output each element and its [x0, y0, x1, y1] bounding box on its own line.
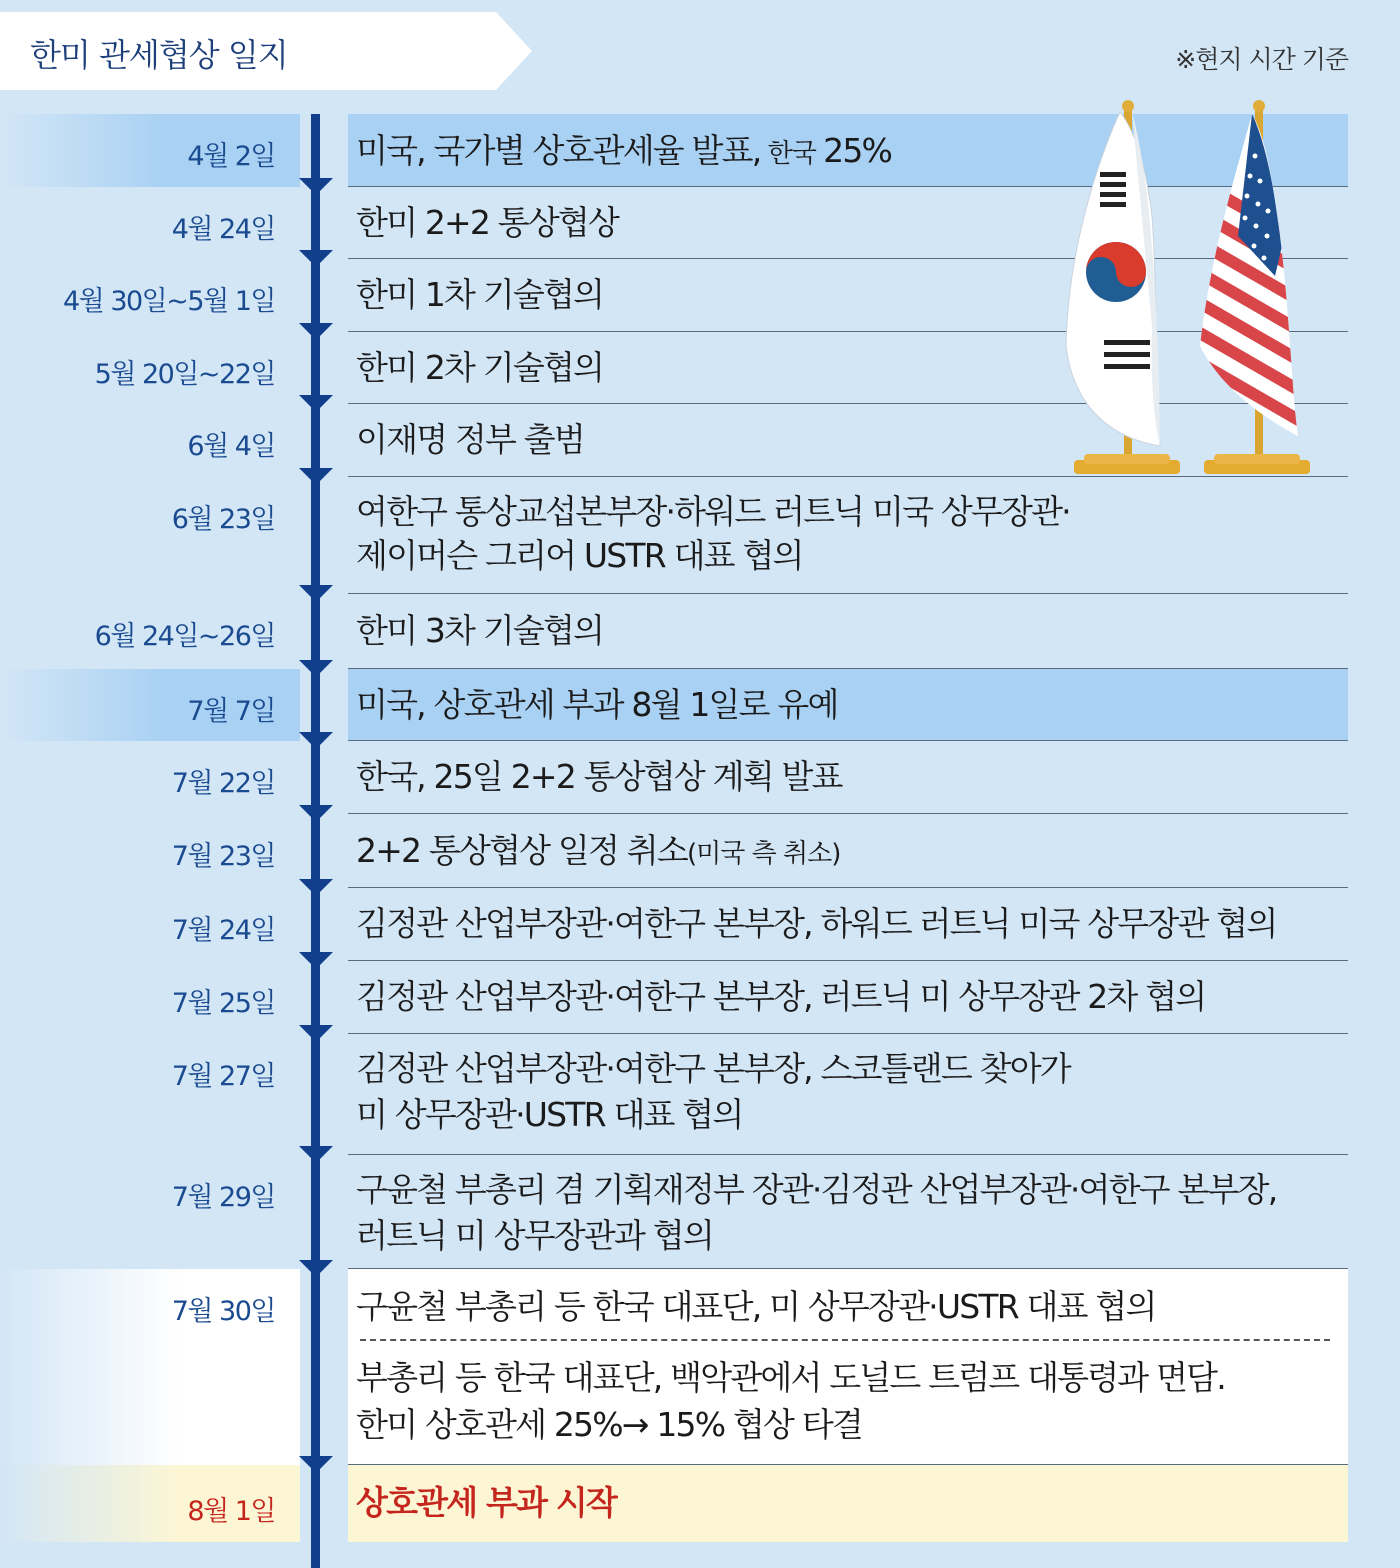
arrow-down-icon — [299, 178, 333, 195]
timeline-row — [0, 1155, 1400, 1269]
timeline-event: 여한구 통상교섭본부장·하워드 러트닉 미국 상무장관· — [356, 492, 1070, 531]
timeline-date: 7월 22일 — [171, 768, 275, 799]
page-title: 한미 관세협상 일지 — [30, 36, 288, 74]
timeline-event: 한미 1차 기술협의 — [356, 275, 604, 314]
arrow-down-icon — [299, 879, 333, 896]
timeline-date: 7월 25일 — [171, 988, 275, 1019]
timeline-date: 8월 1일 — [187, 1496, 275, 1527]
timeline-event: 미국, 국가별 상호관세율 발표, 한국 25% — [356, 131, 892, 170]
timeline-event: 미국, 상호관세 부과 8월 1일로 유예 — [356, 685, 838, 724]
timeline-date: 7월 7일 — [187, 696, 275, 727]
timeline-date: 4월 30일~5월 1일 — [62, 286, 275, 317]
arrow-down-icon — [299, 1146, 333, 1163]
timeline-date: 4월 24일 — [171, 214, 275, 245]
arrow-down-icon — [299, 323, 333, 340]
timeline-event: 2+2 통상협상 일정 취소(미국 측 취소) — [356, 831, 841, 870]
timeline-row — [0, 741, 1400, 814]
timeline-event: 김정관 산업부장관·여한구 본부장, 하워드 러트닉 미국 상무장관 협의 — [356, 904, 1277, 943]
arrow-down-icon — [299, 1456, 333, 1473]
timeline-event: 한국, 25일 2+2 통상협상 계획 발표 — [356, 757, 842, 796]
timeline-row — [0, 594, 1400, 669]
arrow-down-icon — [299, 250, 333, 267]
arrow-down-icon — [299, 732, 333, 749]
arrow-down-icon — [299, 585, 333, 602]
timeline-event-line3: 한미 상호관세 25%→ 15% 협상 타결 — [356, 1405, 862, 1444]
timeline-date: 5월 20일~22일 — [94, 359, 275, 390]
timeline-event: 김정관 산업부장관·여한구 본부장, 스코틀랜드 찾아가 — [356, 1049, 1070, 1088]
usa-flag-icon — [1190, 100, 1310, 474]
timeline-event: 이재명 정부 출범 — [356, 420, 584, 459]
timeline-row — [0, 888, 1400, 961]
arrow-down-icon — [299, 660, 333, 677]
divider — [360, 1339, 1330, 1341]
flags-illustration — [1060, 96, 1320, 486]
timeline-event-line2: 러트닉 미 상무장관과 협의 — [356, 1216, 713, 1255]
timeline-event: 한미 3차 기술협의 — [356, 611, 604, 650]
arrow-down-icon — [299, 1260, 333, 1277]
timeline-event: 김정관 산업부장관·여한구 본부장, 러트닉 미 상무장관 2차 협의 — [356, 977, 1206, 1016]
timeline-date: 7월 23일 — [171, 841, 275, 872]
timeline-row — [0, 669, 1400, 741]
timeline-row — [0, 814, 1400, 888]
timeline-event-line2: 부총리 등 한국 대표단, 백악관에서 도널드 트럼프 대통령과 면담. — [356, 1358, 1225, 1397]
timeline-event: 한미 2+2 통상협상 — [356, 203, 619, 242]
timeline-row — [0, 1269, 1400, 1465]
arrow-down-icon — [299, 395, 333, 412]
timeline-row — [0, 1034, 1400, 1155]
timeline-row — [0, 477, 1400, 594]
timeline-event: 상호관세 부과 시작 — [356, 1483, 617, 1522]
arrow-down-icon — [299, 805, 333, 822]
timeline-date: 4월 2일 — [187, 141, 275, 172]
timeline-date: 6월 24일~26일 — [94, 621, 275, 652]
timeline-event: 구윤철 부총리 겸 기획재정부 장관·김정관 산업부장관·여한구 본부장, — [356, 1170, 1277, 1209]
korea-flag-icon — [1066, 100, 1180, 474]
timeline-event: 한미 2차 기술협의 — [356, 348, 604, 387]
arrow-down-icon — [299, 1025, 333, 1042]
arrow-down-icon — [299, 468, 333, 485]
timeline-date: 7월 24일 — [171, 915, 275, 946]
timeline-date: 6월 23일 — [171, 504, 275, 535]
timeline-event: 구윤철 부총리 등 한국 대표단, 미 상무장관·USTR 대표 협의 — [356, 1287, 1156, 1326]
timeline-event-line2: 제이머슨 그리어 USTR 대표 협의 — [356, 536, 803, 575]
timeline-date: 7월 29일 — [171, 1182, 275, 1213]
timeline-event-line2: 미 상무장관·USTR 대표 협의 — [356, 1095, 743, 1134]
arrow-down-icon — [299, 952, 333, 969]
timeline-date: 7월 30일 — [171, 1296, 275, 1327]
timeline-row — [0, 961, 1400, 1034]
timeline-row — [0, 1465, 1400, 1542]
timeline-date: 6월 4일 — [187, 431, 275, 462]
timeline-date: 7월 27일 — [171, 1061, 275, 1092]
time-note: ※현지 시간 기준 — [1175, 45, 1348, 74]
